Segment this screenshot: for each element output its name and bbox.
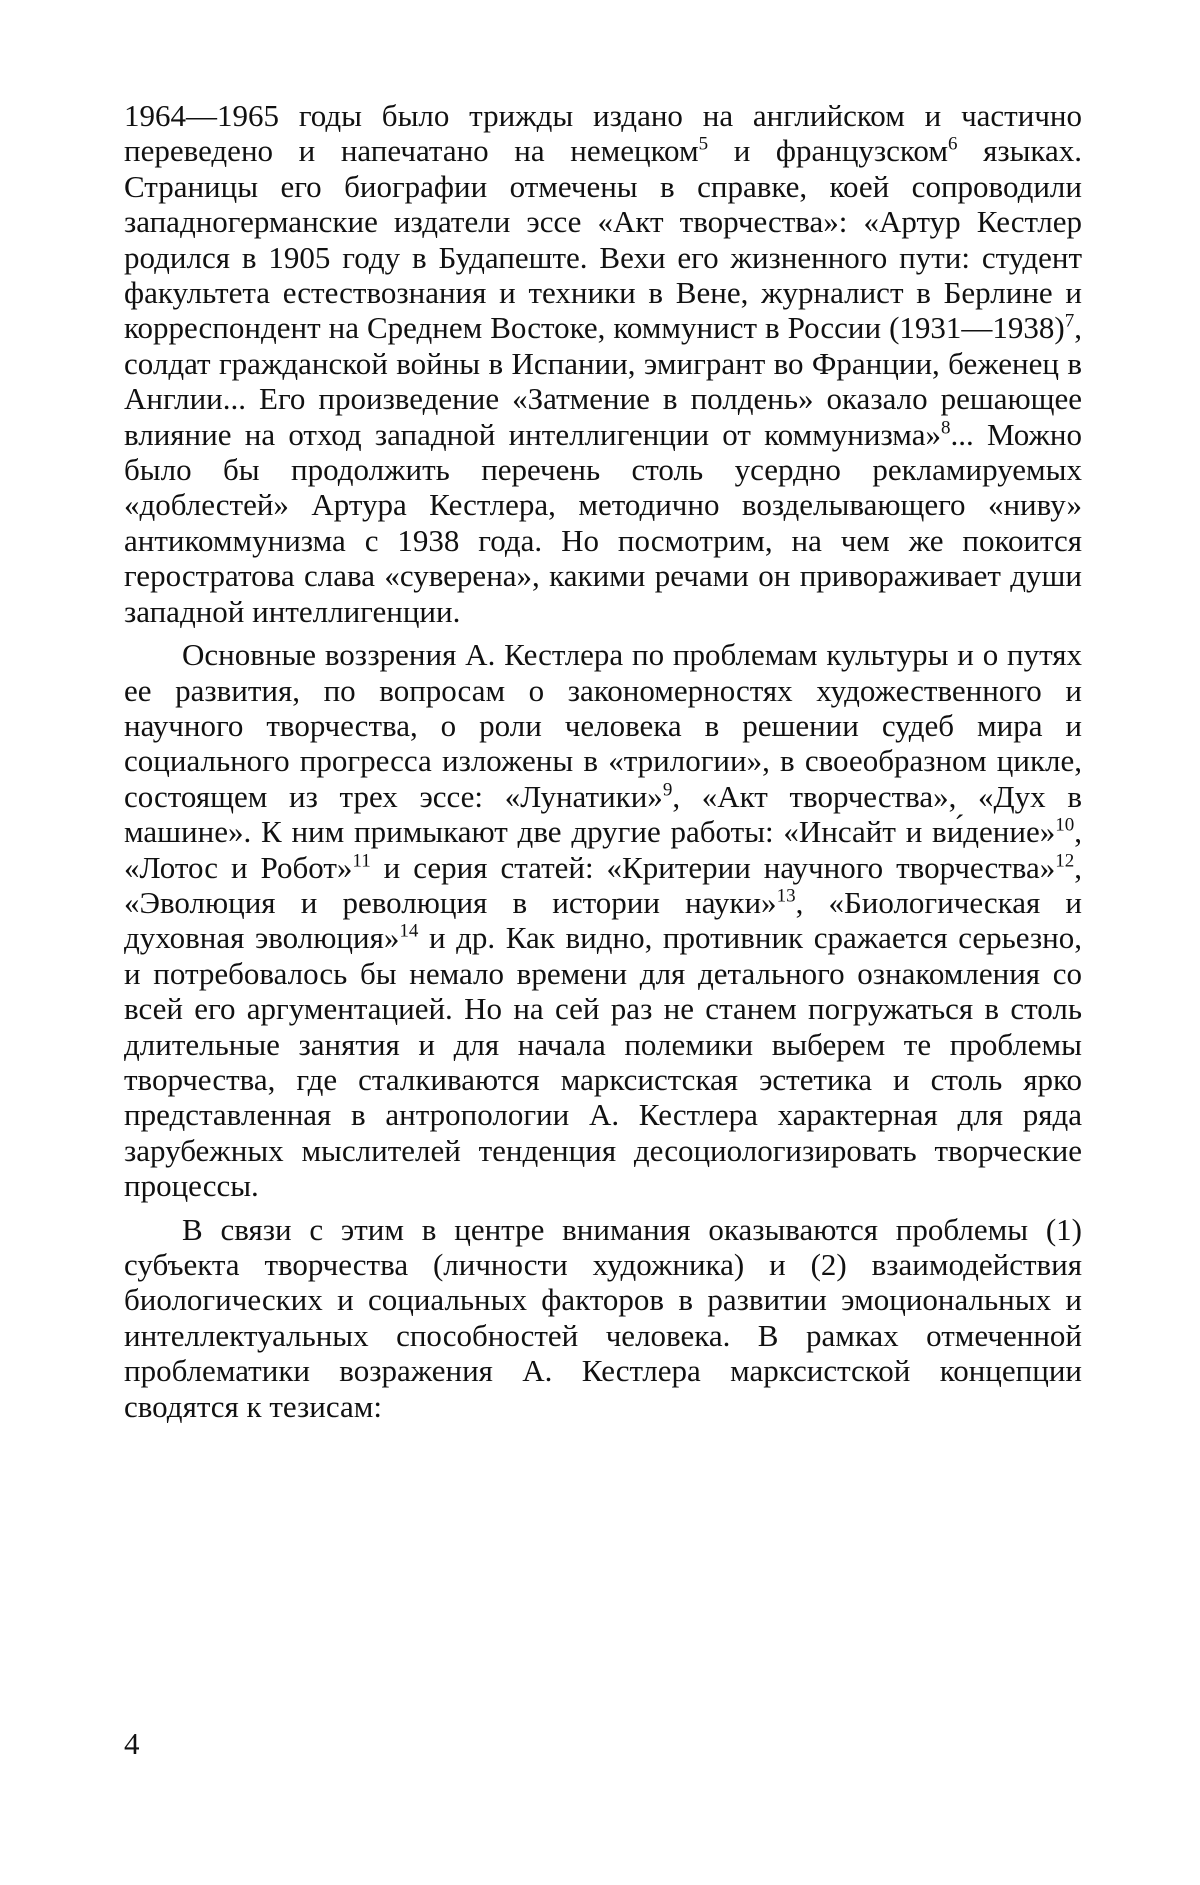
paragraph-text: и французском xyxy=(708,133,948,169)
footnote-marker: 13 xyxy=(776,885,796,907)
paragraph-1 xyxy=(124,98,1082,629)
footnote-marker: 8 xyxy=(940,417,951,439)
paragraph-2 xyxy=(124,637,1082,1204)
paragraph-text: В связи с этим в центре внимания оказываются проблемы (1) субъекта творчества (личности художника) и (2) взаимодействия биологических и социальных факторов в развитии эмоциональных и интеллектуальных способностей человека. В рамках отмеченной проблематики возражения А. Кестлера марксистской концепции сводятся к тезисам: xyxy=(124,1211,1082,1424)
paragraph-text: 1964—1965 годы было трижды издано на английском и частично переведено и напечатано на немецком xyxy=(124,98,1082,169)
page-number: 4 xyxy=(124,1726,140,1761)
paragraph-text: , «Акт творчества», «Дух в машине». К ним примыкают две другие работы: «Инсайт и ви́дение» xyxy=(124,778,1082,850)
footnote-marker: 9 xyxy=(662,779,673,801)
footnote-marker: 7 xyxy=(1064,311,1075,333)
paragraph-text: , «Лотос и Робот» xyxy=(124,814,1082,885)
footnote-marker: 10 xyxy=(1055,814,1075,836)
paragraph-text: и др. Как видно, противник сражается серьезно, и потребовалось бы немало времени для детального ознакомления со всей его аргументацией. Но на сей раз не станем погружаться в столь длительные занятия и для начала полемики выберем те проблемы творчества, где сталкиваются марксистская эстетика и столь ярко представленная в антропологии А. Кестлера характерная для ряда зарубежных мыслителей тенденция десоциологизировать творческие процессы. xyxy=(124,920,1082,1204)
paragraph-text: языках. Страницы его биографии отмечены в справке, коей сопроводили западногерманские издатели эссе «Акт творчества»: «Артур Кестлер родился в 1905 году в Будапеште. Вехи его жизненного пути: студент факультета естествознания и техники в Вене, журналист в Берлине и корреспондент на Среднем Востоке, коммунист в России (1931—1938) xyxy=(124,133,1082,346)
paragraph-text: , солдат гражданской войны в Испании, эмигрант во Франции, беженец в Англии... Его произведение «Затмение в полдень» оказало решающее влияние на отход западной интеллигенции от коммунизма» xyxy=(124,310,1082,452)
footnote-marker: 14 xyxy=(399,921,419,943)
paragraph-3 xyxy=(124,1212,1082,1424)
footnote-marker: 5 xyxy=(698,134,709,156)
paragraph-text: ... Можно было бы продолжить перечень столь усердно рекламируемых «доблестей» Артура Кестлера, методично возделывающего «ниву» антикоммунизма с 1938 года. Но посмотрим, на чем же покоится геростратова слава «суверена», какими речами он привораживает души западной интеллигенции. xyxy=(124,416,1083,629)
paragraph-text: и серия статей: «Критерии научного творчества» xyxy=(370,849,1056,885)
paragraph-text: , «Эволюция и революция в истории науки» xyxy=(124,849,1083,920)
footnote-marker: 11 xyxy=(352,850,371,872)
paragraph-text: Основные воззрения А. Кестлера по проблемам культуры и о путях ее развития, по вопросам о закономерностях художественного и научного творчества, о роли человека в решении судеб мира и социального прогресса изложены в «трилогии», в своеобразном цикле, состоящем из трех эссе: «Лунатики» xyxy=(124,637,1082,814)
page-body xyxy=(124,98,1082,1424)
paragraph-text: , «Биологическая и духовная эволюция» xyxy=(124,884,1082,956)
footnote-marker: 6 xyxy=(947,134,958,156)
footnote-marker: 12 xyxy=(1055,850,1075,872)
